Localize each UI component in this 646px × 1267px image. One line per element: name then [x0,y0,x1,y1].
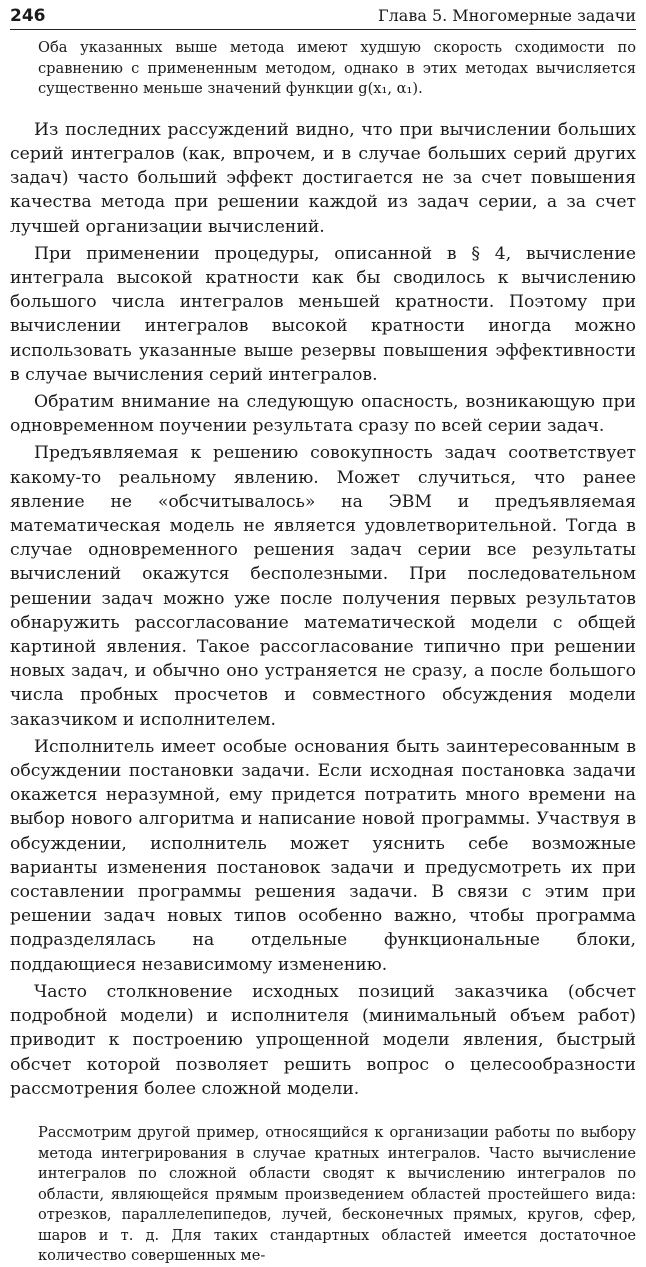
paragraph-5: Исполнитель имеет особые основания быть заинтересованным в обсуждении постановки задачи. Если исходная постановка задачи окажется неразумной, ему придется потратить много времени на выбор нового алгоритма и написание новой программы. Участвуя в обсуждении, исполнитель может уяснить себе возможные варианты изменения постановок задачи и предусмотреть их при составлении программы решения задачи. В связи с этим при решении задач новых типов особенно важно, чтобы программа подразделялась на отдельные функциональные блоки, поддающиеся независимому изменению. [10,736,636,975]
paragraph-2: При применении процедуры, описанной в § 4, вычисление интеграла высокой кратности как бы сводилось к вычислению большого числа интегралов меньшей кратности. Поэтому при вычислении интегралов высокой кратности иногда можно использовать указанные выше резервы повышения эффективности в случае вычисления серий интегралов. [10,243,636,385]
running-head: Глава 5. Многомерные задачи [378,6,636,25]
paragraph-4: Предъявляемая к решению совокупность задач соответствует какому-то реальному явлению. Может случиться, что ранее явление не «обсчитывалось» на ЭВМ и предъявляемая математическая модель не является удовлетворительной. Тогда в случае одновременного решения задач серии все результаты вычислений окажутся бесполезными. При последовательном решении задач можно уже после получения первых результатов обнаружить рассогласование математической модели с общей картиной явления. Такое рассогласование типично при решении новых задач, и обычно оно устраняется не сразу, а после большого числа пробных просчетов и совместного обсуждения модели заказчиком и исполнителем. [10,443,636,730]
intro-note: Оба указанных выше метода имеют худшую скорость сходимости по сравнению с примененным методом, однако в этих методах вычисляется существенно меньше значений функции g(x₁, α₁). [38,39,636,98]
paragraph-6: Часто столкновение исходных позиций заказчика (обсчет подробной модели) и исполнителя (минимальный объем работ) приводит к построению упрощенной модели явления, быстрый обсчет которой позволяет решить вопрос о целесообразности рассмотрения более сложной модели. [10,981,636,1099]
paragraph-1: Из последних рассуждений видно, что при вычислении больших серий интегралов (как, впрочем, и в случае больших серий других задач) часто больший эффект достигается не за счет повышения качества метода при решении каждой из задач серии, а за счет лучшей организации вычислений. [10,119,636,237]
closing-note: Рассмотрим другой пример, относящийся к организации работы по выбору метода интегрирования в случае кратных интегралов. Часто вычисление интегралов по сложной области сводят к вычислению интегралов по области, являющейся прямым произведением областей простейшего вида: отрезков, параллелепипедов, лучей, бесконечных прямых, кругов, сфер, шаров и т. д. Для таких стандартных областей имеется достаточное количество совершенных ме- [38,1123,636,1265]
page-header [10,6,636,30]
paragraph-3: Обратим внимание на следующую опасность, возникающую при одновременном поучении результата сразу по всей серии задач. [10,392,636,437]
page-number: 246 [10,6,46,26]
